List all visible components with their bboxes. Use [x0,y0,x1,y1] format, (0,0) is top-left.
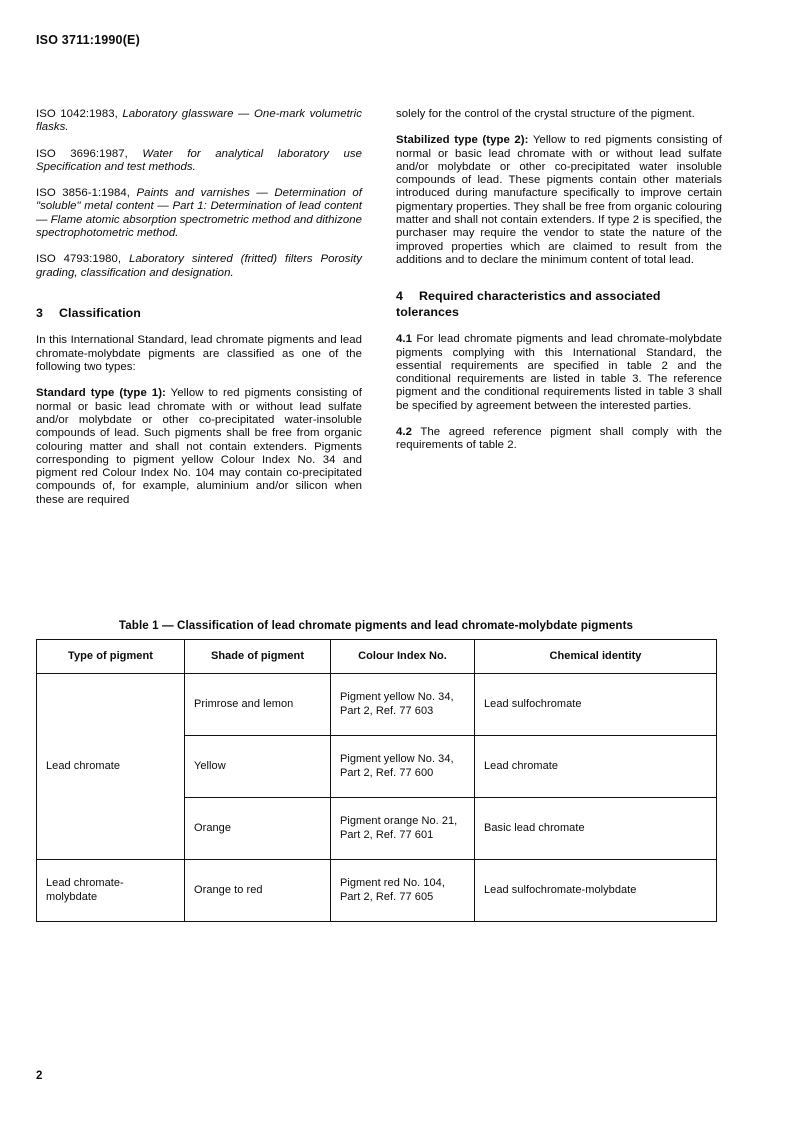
right-column [396,108,722,507]
section-3-heading [36,306,362,322]
section-3-title: Classification [59,305,141,320]
cell-shade-primrose-and-lemon: Primrose and lemon [185,674,331,736]
table-1-caption: Table 1 — Classification of lead chromate pigments and lead chromate-molybdate pigments [118,619,634,632]
clause-4-1-body: For lead chromate pigments and lead chromate-molybdate pigments complying with this International Standard, the essential requirements are specified in table 2 and the conditional requirements are listed in table 3. The reference pigment and the conditional requirements listed in table 3 shall be specified by agreement between the interested parties. [396,333,722,412]
cell-shade-orange-to-red: Orange to red [185,860,331,922]
clause-4-2 [396,426,722,453]
colour-index-line-2: Part 2, Ref. 77 600 [340,766,434,779]
reference-iso-3856-number: ISO 3856-1:1984, [36,187,137,200]
reference-iso-3856 [36,187,362,240]
colour-index-line-2: Part 2, Ref. 77 601 [340,828,434,841]
reference-iso-1042-number: ISO 1042:1983, [36,108,123,120]
reference-iso-3696-number: ISO 3696:1987, [36,147,143,160]
section-4-title: Required characteristics and associated tolerances [396,289,661,319]
reference-iso-4793 [36,253,362,280]
column-header-shade-of-pigment: Shade of pigment [185,640,331,674]
clause-4-2-number: 4.2 [396,426,412,439]
colour-index-line-1: Pigment yellow No. 34, [340,753,454,766]
reference-iso-1042-title: Laboratory glassware — One-mark volumetric flasks. [36,108,362,134]
reference-iso-3856-title: Paints and varnishes — Determination of "soluble" metal content — Part 1: Determination of lead content — Flame atomic absorption spectrometric method and dithizone spectrophotometric method. [36,187,362,240]
reference-iso-1042 [36,108,362,135]
reference-iso-4793-number: ISO 4793:1980, [36,253,130,266]
column-header-colour-index-no: Colour Index No. [331,640,475,674]
standard-type-continuation: solely for the control of the crystal structure of the pigment. [396,108,695,120]
stabilized-type-paragraph [396,134,722,267]
section-4-heading [396,289,722,320]
colour-index-line-1: Pigment red No. 104, [340,877,445,890]
stabilized-type-label: Stabilized type (type 2): [396,134,529,147]
table-header-row [37,640,717,674]
type-line-2: molybdate [46,890,98,903]
table-1 [36,639,717,922]
document-header: ISO 3711:1990(E) [36,33,140,47]
table-row [37,860,717,922]
standard-type-paragraph [36,387,362,507]
clause-4-1-number: 4.1 [396,333,412,346]
cell-colour-index-primrose [331,674,475,736]
stabilized-type-body: Yellow to red pigments consisting of normal or basic lead chromate with or without lead sulfate and/or molybdate or other co-precipitated water insoluble compounds of lead. These pigments contain other materials introduced during manufacture specifically to improve certain pigmentary properties. They shall be free from organic colouring matter and shall not contain extenders. If type 2 is specified, the purchaser may require the vendor to state the nature of the improved properties which are claimed to result from the additions and to declare the minimum content of total lead. [396,134,722,266]
cell-chemical-lead-chromate: Lead chromate [475,736,717,798]
standard-type-label: Standard type (type 1): [36,387,166,400]
cell-shade-yellow: Yellow [185,736,331,798]
colour-index-line-2: Part 2, Ref. 77 605 [340,890,434,903]
colour-index-line-2: Part 2, Ref. 77 603 [340,704,434,717]
cell-type-lead-chromate: Lead chromate [37,674,185,860]
standard-type-body: Yellow to red pigments consisting of normal or basic lead chromate with or without lead sulfate and/or molybdate or other co-precipitated water-insoluble compounds of lead. Such pigments shall be free from organic colouring matter and shall not contain extenders. Pigments corresponding to pigment yellow Colour Index No. 34 and pigment red Colour Index No. 104 may contain co-precipitated compounds of, for example, aluminium and/or silicon when these are required [36,387,362,506]
table-1-block [36,619,716,922]
column-header-type-of-pigment: Type of pigment [37,640,185,674]
cell-colour-index-orange-to-red [331,860,475,922]
cell-chemical-basic-lead-chromate: Basic lead chromate [475,798,717,860]
cell-chemical-lead-sulfochromate-molybdate: Lead sulfochromate-molybdate [475,860,717,922]
type-line-1: Lead chromate- [46,877,124,890]
cell-chemical-lead-sulfochromate: Lead sulfochromate [475,674,717,736]
reference-iso-4793-title: Laboratory sintered (fritted) filters Porosity grading, classification and designation. [36,253,362,279]
section-3-intro-paragraph: In this International Standard, lead chromate pigments and lead chromate-molybdate pigments are classified as one of the following two types: [36,334,362,374]
cell-type-lead-chromate-molybdate [37,860,185,922]
colour-index-line-1: Pigment orange No. 21, [340,815,458,828]
cell-colour-index-yellow [331,736,475,798]
table-row [37,674,717,736]
clause-4-2-body: The agreed reference pigment shall comply with the requirements of table 2. [396,426,722,452]
left-column [36,108,362,507]
reference-iso-3696-title: Water for analytical laboratory use Specification and test methods. [36,147,362,173]
colour-index-line-1: Pigment yellow No. 34, [340,691,454,704]
section-3-number: 3 [36,305,43,320]
cell-colour-index-orange [331,798,475,860]
two-column-body [36,108,722,507]
page-number: 2 [36,1070,43,1082]
reference-iso-3696 [36,148,362,175]
section-4-number: 4 [396,289,403,304]
clause-4-1 [396,333,722,413]
column-header-chemical-identity: Chemical identity [475,640,717,674]
cell-shade-orange: Orange [185,798,331,860]
